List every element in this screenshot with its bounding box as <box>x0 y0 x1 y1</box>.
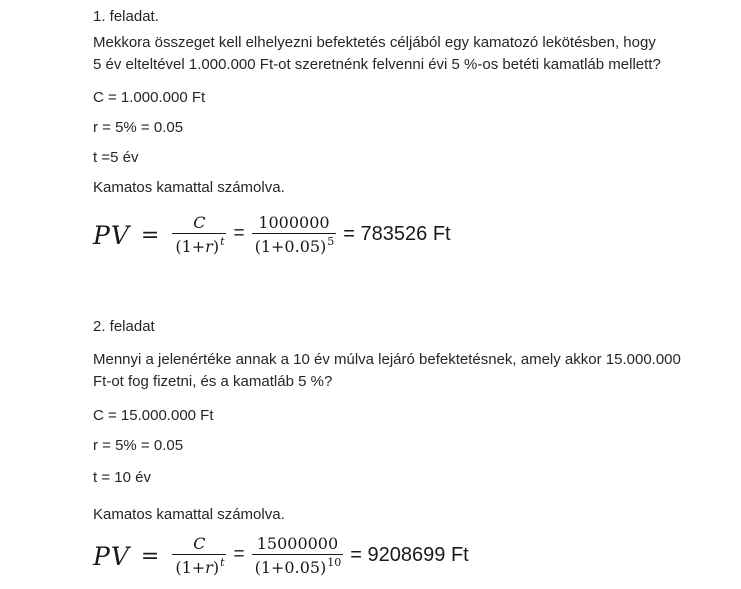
method-note: Kamatos kamattal számolva. <box>93 506 285 523</box>
equals-sign: = <box>233 223 245 244</box>
fraction-denominator <box>172 233 226 258</box>
den-exponent: t <box>220 555 225 569</box>
equals-sign: = <box>233 544 245 565</box>
equals-sign: = <box>140 222 160 248</box>
formula-result: = 9208699 Ft <box>350 543 469 566</box>
method-note: Kamatos kamattal számolva. <box>93 179 285 196</box>
question-line: 5 év elteltével 1.000.000 Ft-ot szeretnénk felvenni évi 5 %-os betéti kamatláb mellett? <box>93 56 661 73</box>
den-text: (1+0.05) <box>254 558 327 577</box>
formula-lhs: PV <box>93 220 130 250</box>
problem-1-title: 1. feladat. <box>93 8 159 25</box>
numeric-fraction <box>252 212 337 258</box>
fraction-denominator <box>252 554 344 579</box>
question-line: Mennyi a jelenértéke annak a 10 év múlva lejáró befektetésnek, amely akkor 15.000.000 <box>93 351 681 368</box>
pv-formula-1 <box>93 209 721 261</box>
fraction-numerator: 1000000 <box>258 213 330 232</box>
fraction-denominator <box>172 554 226 579</box>
given-t-value: t =5 év <box>93 149 139 166</box>
problem-1-section <box>93 7 721 261</box>
fraction-numerator: 15000000 <box>256 534 339 553</box>
numeric-fraction <box>252 533 344 579</box>
den-text: (1+0.05) <box>254 237 327 256</box>
given-c-value: C = 1.000.000 Ft <box>93 89 206 106</box>
problem-2-section <box>93 317 721 582</box>
symbolic-fraction <box>172 212 226 258</box>
formula-lhs: PV <box>93 541 130 571</box>
given-c-value: C = 15.000.000 Ft <box>93 407 214 424</box>
given-r-value: r = 5% = 0.05 <box>93 119 184 136</box>
fraction-numerator: C <box>193 213 206 232</box>
equals-sign: = <box>140 543 160 569</box>
den-variable: r <box>205 237 213 256</box>
given-t-value: t = 10 év <box>93 469 151 486</box>
problem-2-question <box>93 349 721 393</box>
pv-formula-2 <box>93 530 721 582</box>
den-text: (1+ <box>175 237 206 256</box>
den-text: ) <box>212 237 220 256</box>
given-r-value: r = 5% = 0.05 <box>93 437 184 454</box>
den-exponent: 10 <box>327 555 342 569</box>
den-exponent: t <box>220 234 225 248</box>
fraction-numerator: C <box>193 534 206 553</box>
question-line: Mekkora összeget kell elhelyezni befektetés céljából egy kamatozó lekötésben, hogy <box>93 34 656 51</box>
problem-2-title: 2. feladat <box>93 318 155 335</box>
den-exponent: 5 <box>327 234 335 248</box>
den-text: (1+ <box>175 558 206 577</box>
question-line: Ft-ot fog fizetni, és a kamatláb 5 %? <box>93 373 333 390</box>
fraction-denominator <box>252 233 337 258</box>
problem-1-question <box>93 32 721 76</box>
den-variable: r <box>205 558 213 577</box>
formula-result: = 783526 Ft <box>343 222 451 245</box>
den-text: ) <box>212 558 220 577</box>
symbolic-fraction <box>172 533 226 579</box>
